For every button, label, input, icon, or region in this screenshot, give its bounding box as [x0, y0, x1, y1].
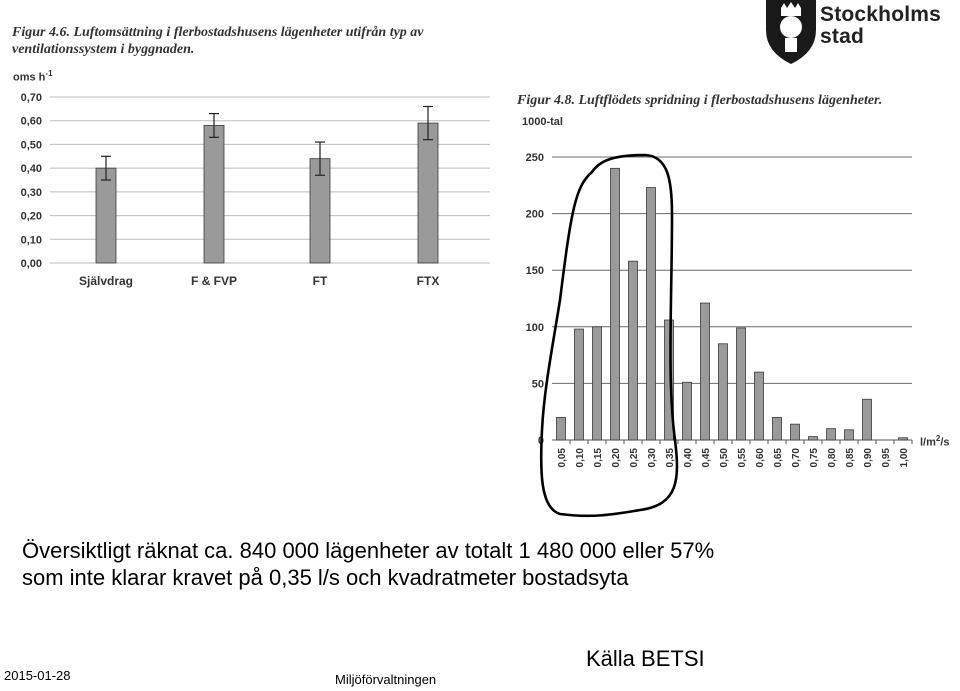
chart1-y-tick-label: 0,00 [20, 258, 42, 270]
chart2-x-tick-label: 0,35 [665, 448, 676, 468]
footer-department: Miljöförvaltningen [335, 672, 437, 687]
chart2-bar [701, 303, 710, 440]
chart2-bar [647, 188, 656, 440]
chart2-x-tick-label: 0,55 [737, 448, 748, 468]
chart2-x-tick-label: 0,10 [575, 448, 586, 468]
chart2-x-tick-label: 0,85 [845, 448, 856, 468]
chart2-bar [611, 168, 620, 440]
chart1-y-tick-label: 0,60 [20, 115, 42, 128]
chart2-x-tick-label: 0,40 [683, 448, 694, 468]
chart1-y-tick-label: 0,20 [20, 210, 42, 223]
chart2-x-tick-label: 0,50 [719, 448, 730, 468]
chart2-bar [755, 372, 764, 440]
chart2-x-tick-label: 0,15 [593, 448, 604, 468]
logo-wordmark [820, 4, 941, 48]
chart1-y-tick-label: 0,10 [20, 234, 42, 247]
source-label: Källa BETSI [586, 646, 705, 671]
chart2-x-tick-label: 0,70 [791, 448, 802, 468]
chart1-bar [204, 125, 224, 263]
slide-text-line1: Översiktligt räknat ca. 840 000 lägenheter av totalt 1 480 000 eller 57% [22, 538, 715, 563]
chart1-title: Figur 4.6. Luftomsättning i flerbostadshusens lägenheter utifrån typ av ventilationssystem i byggnaden. [12, 25, 424, 57]
chart2-x-tick-label: 0,80 [827, 448, 838, 468]
chart2-y-unit: 1000-tal [522, 116, 563, 128]
chart2-x-tick-label: 1,00 [899, 448, 910, 468]
chart1-bar [96, 168, 116, 263]
chart2-x-unit: $l/m^2/s$ [920, 434, 950, 449]
chart2-bar [773, 417, 782, 440]
chart2-x-tick-label: 0,20 [611, 448, 622, 468]
chart2-bar [809, 437, 818, 440]
chart2-x-tick-label: 0,30 [647, 448, 658, 468]
chart2-x-tick-label: 0,25 [629, 448, 640, 468]
chart2-bar [737, 328, 746, 440]
slide-body-text [22, 537, 952, 591]
chart2-bar [557, 417, 566, 440]
chart2-title: Figur 4.8. Luftflödets spridning i flerbostadshusens lägenheter. [517, 93, 883, 108]
chart1-y-tick-label: 0,40 [20, 163, 42, 176]
chart1-bar [418, 123, 438, 263]
chart2-bar [629, 261, 638, 440]
chart2-x-tick-label: 0,45 [701, 448, 712, 468]
chart2-y-tick-label: 0 [537, 435, 544, 447]
chart1-y-tick-label: 0,50 [20, 139, 42, 152]
chart1-x-tick-label: F & FVP [190, 274, 238, 288]
chart2-bar [791, 424, 800, 440]
chart2-bar [683, 382, 692, 440]
slide-text-line2: som inte klarar kravet på 0,35 l/s och kvadratmeter bostadsyta [22, 565, 629, 590]
chart2-x-tick-label: 0,05 [557, 448, 568, 468]
chart1-y-unit: oms $h^{-1}$ [13, 69, 53, 84]
chart2-bar [575, 329, 584, 440]
chart2-y-tick-label: 250 [525, 152, 544, 164]
chart2-x-tick-label: 0,75 [809, 448, 820, 468]
chart1-y-tick-label: 0,70 [20, 92, 42, 104]
chart2-bar [863, 399, 872, 440]
chart2-y-tick-label: 50 [531, 378, 544, 391]
chart2-y-tick-label: 100 [525, 321, 544, 334]
chart2-x-tick-label: 0,95 [881, 448, 892, 468]
chart2-y-tick-label: 200 [525, 208, 544, 221]
chart1-y-tick-label: 0,30 [20, 186, 42, 199]
logo-line2: stad [820, 25, 864, 48]
chart1-x-tick-label: FT [312, 274, 328, 288]
chart2-bar [845, 430, 854, 440]
crown-shield-icon [764, 0, 818, 66]
chart1-x-tick-label: FTX [416, 274, 440, 288]
chart2-x-tick-label: 0,90 [863, 448, 874, 468]
chart2-x-tick-label: 0,60 [755, 448, 766, 468]
chart2-x-tick-label: 0,65 [773, 448, 784, 468]
chart2-bar [899, 438, 908, 440]
chart2-bar [827, 429, 836, 440]
chart2-bar [593, 327, 602, 440]
footer-date: 2015-01-28 [4, 668, 71, 683]
logo-line1: Stockholms [820, 3, 942, 26]
chart2-y-tick-label: 150 [525, 265, 544, 278]
chart2-bar [719, 344, 728, 440]
chart1-x-tick-label: Självdrag [78, 274, 134, 288]
